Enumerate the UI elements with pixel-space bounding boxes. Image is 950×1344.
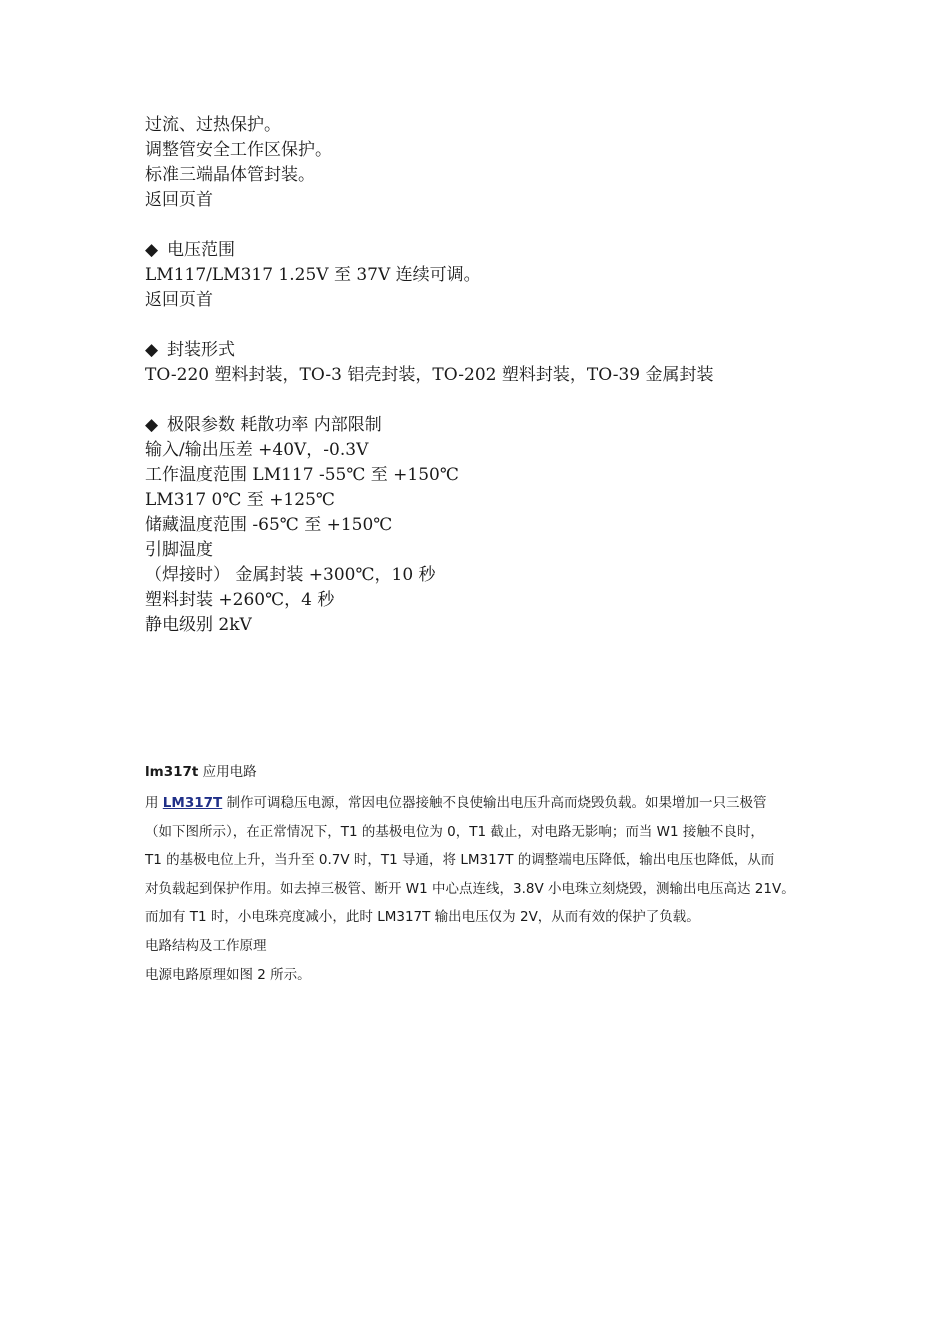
application-heading (145, 760, 825, 785)
voltage-heading-text: 电压范围 (167, 240, 235, 260)
back-to-top-link[interactable]: 返回页首 (145, 190, 213, 210)
package-heading (145, 338, 845, 363)
paragraph-line: 而加有 T1 时，小电珠亮度减小，此时 LM317T 输出电压仅为 2V，从而有效的保护了负载。 (145, 909, 700, 926)
limit-line: 静电级别 2kV (145, 615, 252, 635)
limit-line: 引脚温度 (145, 540, 213, 560)
diamond-bullet-icon: ◆ (145, 415, 159, 435)
application-section (145, 760, 825, 989)
paragraph-line (145, 789, 810, 818)
subheading-circuit-structure: 电路结构及工作原理 (145, 937, 267, 954)
voltage-range-text: LM117/LM317 1.25V 至 37V 连续可调。 (145, 265, 481, 285)
limit-line: LM317 0℃ 至 +125℃ (145, 490, 335, 510)
voltage-heading (145, 238, 845, 263)
limit-line: 储藏温度范围 -65℃ 至 +150℃ (145, 515, 393, 535)
feature-line: 调整管安全工作区保护。 (145, 140, 332, 160)
application-heading-bold: lm317t (145, 764, 199, 780)
limits-heading-text: 极限参数 耗散功率 内部限制 (167, 415, 382, 435)
paragraph-line: 对负载起到保护作用。如去掉三极管、断开 W1 中心点连线，3.8V 小电珠立刻烧毁，测输出电压高达 21V。 (145, 880, 795, 897)
limits-heading (145, 413, 845, 438)
diamond-bullet-icon: ◆ (145, 240, 159, 260)
paragraph-line: T1 的基极电位上升，当升至 0.7V 时，T1 导通，将 LM317T 的调整端电压降低，输出电压也降低，从而 (145, 852, 775, 869)
feature-line: 标准三端晶体管封装。 (145, 165, 315, 185)
limit-line: （焊接时） 金属封装 +300℃，10 秒 (145, 565, 436, 585)
lm317t-link[interactable]: LM317T (162, 795, 223, 811)
feature-line: 过流、过热保护。 (145, 115, 281, 135)
package-text: TO-220 塑料封装，TO-3 铝壳封装，TO-202 塑料封装，TO-39 金属封装 (145, 365, 714, 385)
limit-line: 工作温度范围 LM117 -55℃ 至 +150℃ (145, 465, 459, 485)
diamond-bullet-icon: ◆ (145, 340, 159, 360)
paragraph-line-text: 制作可调稳压电源，常因电位器接触不良使输出电压升高而烧毁负载。如果增加一只三极管 (222, 795, 767, 811)
limit-line: 输入/输出压差 +40V，-0.3V (145, 440, 369, 460)
package-heading-text: 封装形式 (167, 340, 235, 360)
features-section (145, 113, 845, 638)
paragraph-line: 电源电路原理如图 2 所示。 (145, 966, 311, 983)
limit-line: 塑料封装 +260℃，4 秒 (145, 590, 335, 610)
application-heading-rest: 应用电路 (198, 764, 257, 780)
back-to-top-link[interactable]: 返回页首 (145, 290, 213, 310)
application-paragraph (145, 789, 810, 989)
paragraph-prefix: 用 (145, 795, 163, 811)
paragraph-line: （如下图所示），在正常情况下，T1 的基极电位为 0，T1 截止，对电路无影响；而当 W1 接触不良时， (145, 823, 764, 840)
